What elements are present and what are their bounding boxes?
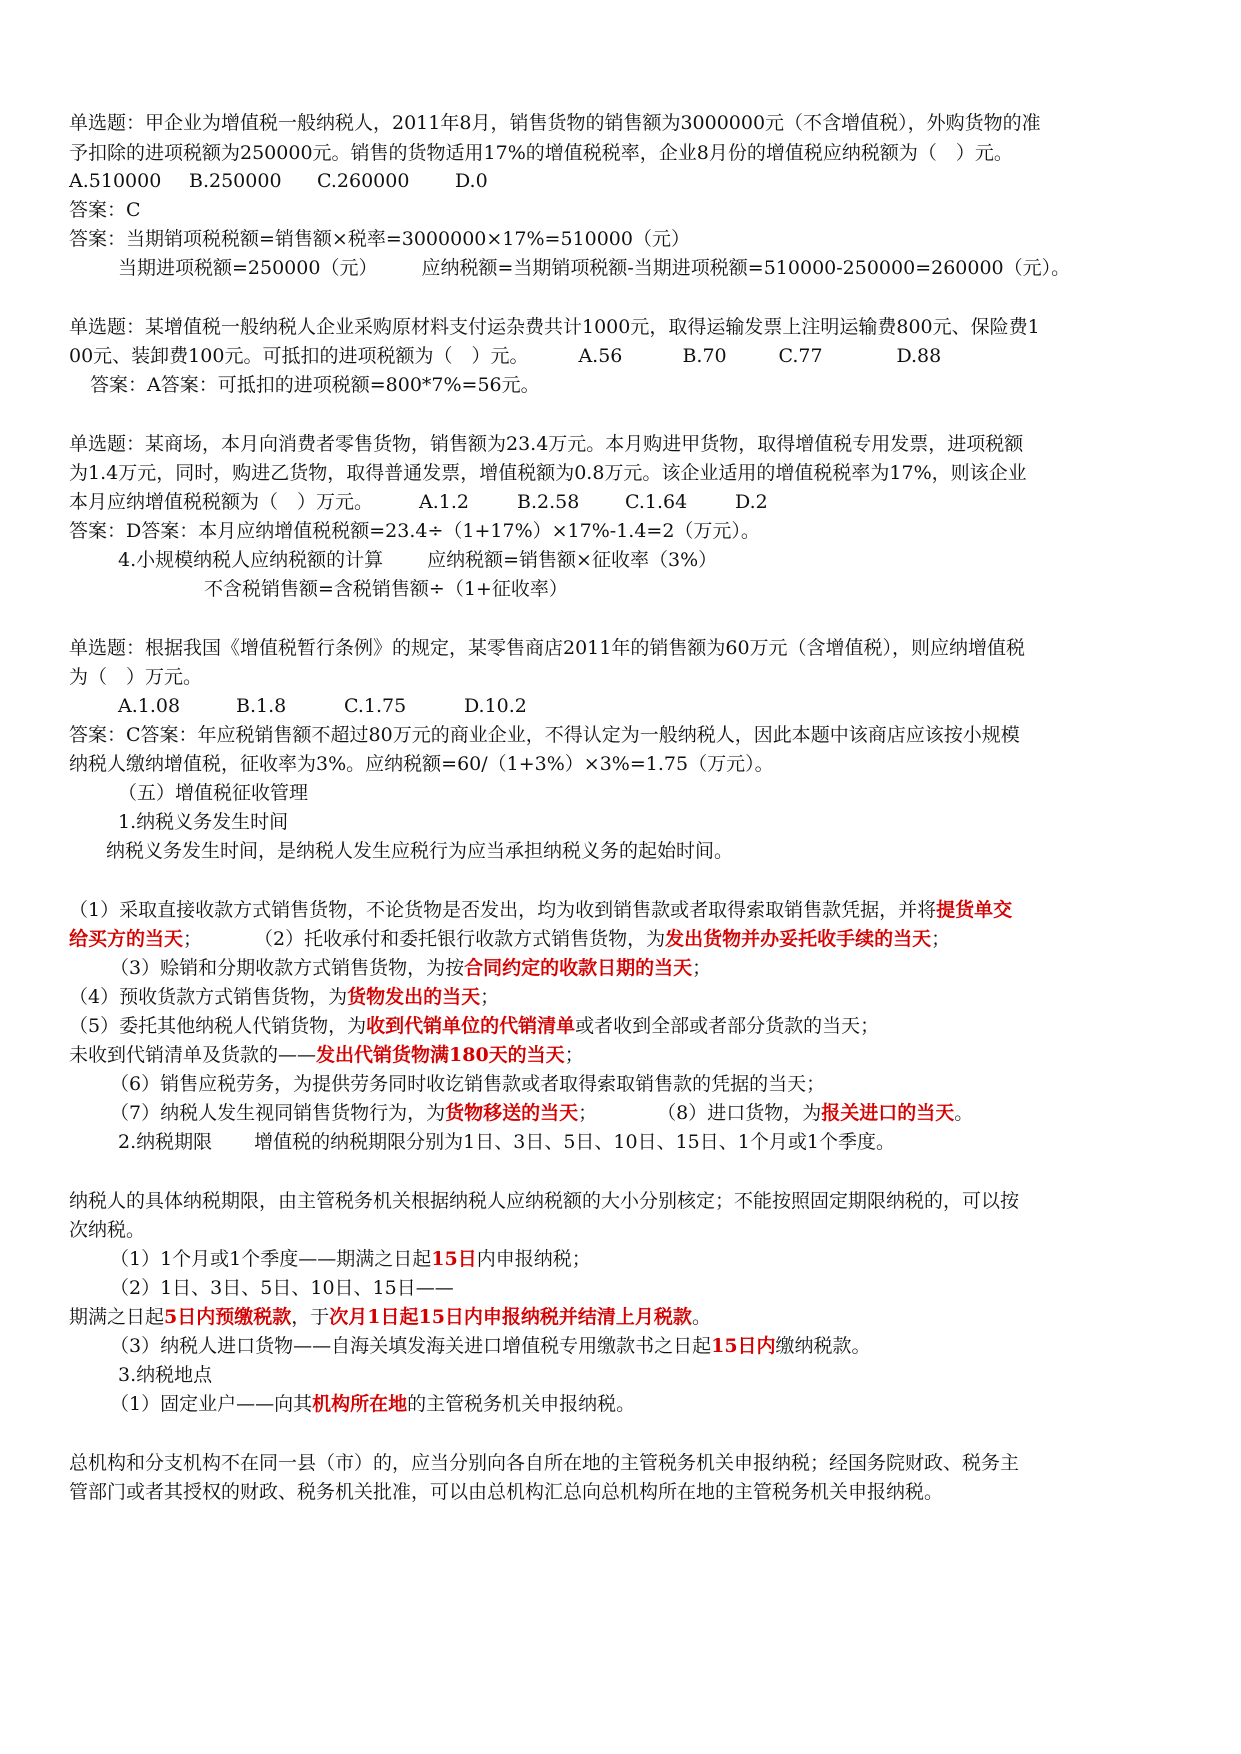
- q4-option-c: C.1.75: [344, 695, 407, 717]
- item-5-line2: [69, 1039, 584, 1071]
- period-rule-2-highlight-a: 5日内预缴税款: [164, 1306, 292, 1328]
- period-rule-2-mid: ，于: [291, 1306, 330, 1328]
- period-rule-2-detail: [69, 1301, 711, 1333]
- period-p1: 纳税人的具体纳税期限，由主管税务机关根据纳税人应纳税额的大小分别核定；不能按照固定期限纳税的，可以按: [69, 1190, 1020, 1212]
- q2-option-c: C.77: [778, 345, 823, 367]
- period-rule-2-text: 期满之日起: [69, 1306, 165, 1328]
- q1-option-d: D.0: [455, 170, 488, 192]
- item-8-end: 。: [954, 1102, 974, 1124]
- q1-line1: 单选题：甲企业为增值税一般纳税人，2011年8月，销售货物的销售额为3000000元（不含增值税），外购货物的准: [69, 112, 1041, 134]
- item-8-text: （8）进口货物，为: [657, 1102, 822, 1124]
- q2-option-d: D.88: [896, 345, 942, 367]
- place-p2: 管部门或者其授权的财政、税务机关批准，可以由总机构汇总向总机构所在地的主管税务机关申报纳税。: [69, 1481, 944, 1503]
- q1-calc2b: 应纳税额=当期销项税额-当期进项税额=510000-250000=260000（元）。: [421, 257, 1071, 279]
- q1-option-c: C.260000: [317, 170, 410, 192]
- item-3-highlight: 合同约定的收款日期的当天: [464, 957, 693, 979]
- q3-small2: 不含税销售额=含税销售额÷（1+征收率）: [204, 578, 568, 600]
- section5-sub1-desc: 纳税义务发生时间，是纳税人发生应税行为应当承担纳税义务的起始时间。: [106, 840, 734, 862]
- q1-calc2: [118, 252, 1070, 284]
- period-rule-2-highlight-b: 次月1日起15日内申报纳税并结清上月税款: [329, 1306, 692, 1328]
- item-4-highlight: 货物发出的当天: [347, 986, 481, 1008]
- period-rule-2-end: 。: [691, 1306, 711, 1328]
- period-rule-1: [110, 1243, 591, 1275]
- q2-option-b: B.70: [682, 345, 727, 367]
- item-7-text: （7）纳税人发生视同销售货物行为，为: [110, 1102, 446, 1124]
- item-1-text: （1）采取直接收款方式销售货物，不论货物是否发出，均为收到销售款或者取得索取销售款凭据，并将: [69, 899, 937, 921]
- item-1-highlight-a: 提货单交: [936, 899, 1013, 921]
- item-7-end: ；: [578, 1102, 598, 1124]
- item-2-highlight: 发出货物并办妥托收手续的当天: [665, 928, 932, 950]
- q3-line3-text: 本月应纳增值税税额为（ ）万元。: [69, 491, 374, 513]
- q2-line2-text: 00元、装卸费100元。可抵扣的进项税额为（ ）元。: [69, 345, 529, 367]
- period-rule-2: （2）1日、3日、5日、10日、15日——: [110, 1277, 454, 1299]
- period-desc: 增值税的纳税期限分别为1日、3日、5日、10日、15日、1个月或1个季度。: [254, 1131, 895, 1153]
- item-1-line1: [69, 894, 1012, 926]
- period-rule-1-end: 内申报纳税；: [476, 1248, 591, 1270]
- section5-sub1: 1.纳税义务发生时间: [118, 811, 289, 833]
- item-7-8: [110, 1097, 973, 1129]
- q3-small1b: 应纳税额=销售额×征收率（3%）: [427, 549, 718, 571]
- item-7-highlight: 货物移送的当天: [445, 1102, 579, 1124]
- section5-title: （五）增值税征收管理: [118, 782, 309, 804]
- item-2-text: （2）托收承付和委托银行收款方式销售货物，为: [254, 928, 666, 950]
- period-rule-1-highlight: 15日: [431, 1248, 477, 1270]
- q3-answer: 答案：D答案：本月应纳增值税税额=23.4÷（1+17%）×17%-1.4=2（万元）。: [69, 520, 760, 542]
- q4-answer1: 答案：C答案：年应税销售额不超过80万元的商业企业，不得认定为一般纳税人，因此本题中该商店应该按小规模: [69, 724, 1020, 746]
- item-5-line1: [69, 1010, 879, 1042]
- q3-option-d: D.2: [735, 491, 768, 513]
- q4-options: [118, 690, 527, 722]
- period-rule-3: [110, 1330, 871, 1362]
- item-5-text: （5）委托其他纳税人代销货物，为: [69, 1015, 367, 1037]
- item-5-rest: 或者收到全部或者部分货款的当天；: [575, 1015, 880, 1037]
- period-rule-1-text: （1）1个月或1个季度——期满之日起: [110, 1248, 432, 1270]
- item-4-end: ；: [480, 986, 500, 1008]
- item-1-highlight-b: 给买方的当天: [69, 928, 184, 950]
- period-rule-3-highlight: 15日内: [711, 1335, 776, 1357]
- q3-small1a: 4.小规模纳税人应纳税额的计算: [118, 549, 384, 571]
- item-2-end: ；: [931, 928, 951, 950]
- item-4-text: （4）预收货款方式销售货物，为: [69, 986, 348, 1008]
- place-rule-1-highlight: 机构所在地: [312, 1393, 408, 1415]
- q1-calc2a: 当期进项税额=250000（元）: [118, 257, 378, 279]
- item-5-highlight: 收到代销单位的代销清单: [366, 1015, 576, 1037]
- q4-line1: 单选题：根据我国《增值税暂行条例》的规定，某零售商店2011年的销售额为60万元（含增值税），则应纳增值税: [69, 637, 1026, 659]
- q3-line3: [69, 486, 768, 518]
- item-1-end: ；: [183, 928, 203, 950]
- period-rule-3-end: 缴纳税款。: [775, 1335, 871, 1357]
- item-3: [110, 952, 711, 984]
- item-8-highlight: 报关进口的当天: [821, 1102, 955, 1124]
- item-5-end: ；: [564, 1044, 584, 1066]
- q4-option-d: D.10.2: [464, 695, 527, 717]
- period-heading: [118, 1126, 895, 1158]
- q2-option-a: A.56: [578, 345, 623, 367]
- q1-option-b: B.250000: [189, 170, 282, 192]
- place-rule-1-end: 的主管税务机关申报纳税。: [407, 1393, 636, 1415]
- q4-line2: 为（ ）万元。: [69, 666, 203, 688]
- q2-answer: 答案：A答案：可抵扣的进项税额=800*7%=56元。: [90, 374, 540, 396]
- place-rule-1: [110, 1388, 635, 1420]
- period-title: 2.纳税期限: [118, 1131, 213, 1153]
- q1-calc1: 答案：当期销项税税额=销售额×税率=3000000×17%=510000（元）: [69, 228, 690, 250]
- item-4: [69, 981, 499, 1013]
- item-3-text: （3）赊销和分期收款方式销售货物，为按: [110, 957, 465, 979]
- q3-small1: [118, 544, 717, 576]
- item-1-line2: [69, 923, 950, 955]
- place-rule-1-text: （1）固定业户——向其: [110, 1393, 313, 1415]
- period-p2: 次纳税。: [69, 1219, 146, 1241]
- q3-line1: 单选题：某商场，本月向消费者零售货物，销售额为23.4万元。本月购进甲货物，取得增值税专用发票，进项税额: [69, 433, 1024, 455]
- q1-options: [69, 165, 488, 197]
- q3-option-a: A.1.2: [419, 491, 469, 513]
- q3-line2: 为1.4万元，同时，购进乙货物，取得普通发票，增值税额为0.8万元。该企业适用的增值税税率为17%，则该企业: [69, 462, 1027, 484]
- item-6: （6）销售应税劳务，为提供劳务同时收讫销售款或者取得索取销售款的凭据的当天；: [110, 1073, 826, 1095]
- item-5-highlight2: 发出代销货物满180天的当天: [316, 1044, 565, 1066]
- period-rule-3-text: （3）纳税人进口货物——自海关填发海关进口增值税专用缴款书之日起: [110, 1335, 712, 1357]
- q2-line1: 单选题：某增值税一般纳税人企业采购原材料支付运杂费共计1000元，取得运输发票上注明运输费800元、保险费1: [69, 316, 1040, 338]
- item-3-end: ；: [692, 957, 712, 979]
- q3-option-b: B.2.58: [517, 491, 580, 513]
- q3-option-c: C.1.64: [625, 491, 688, 513]
- q4-option-a: A.1.08: [118, 695, 181, 717]
- q4-option-b: B.1.8: [236, 695, 287, 717]
- place-title: 3.纳税地点: [118, 1364, 213, 1386]
- q2-line2: [69, 340, 941, 372]
- q4-answer2: 纳税人缴纳增值税，征收率为3%。应纳税额=60/（1+3%）×3%=1.75（万元）。: [69, 753, 774, 775]
- q1-option-a: A.510000: [69, 170, 162, 192]
- place-p1: 总机构和分支机构不在同一县（市）的，应当分别向各自所在地的主管税务机关申报纳税；经国务院财政、税务主: [69, 1452, 1020, 1474]
- item-5-text2: 未收到代销清单及货款的——: [69, 1044, 317, 1066]
- q1-line2: 予扣除的进项税额为250000元。销售的货物适用17%的增值税税率，企业8月份的增值税应纳税额为（ ）元。: [69, 142, 1013, 164]
- q1-answer: 答案：C: [69, 199, 141, 221]
